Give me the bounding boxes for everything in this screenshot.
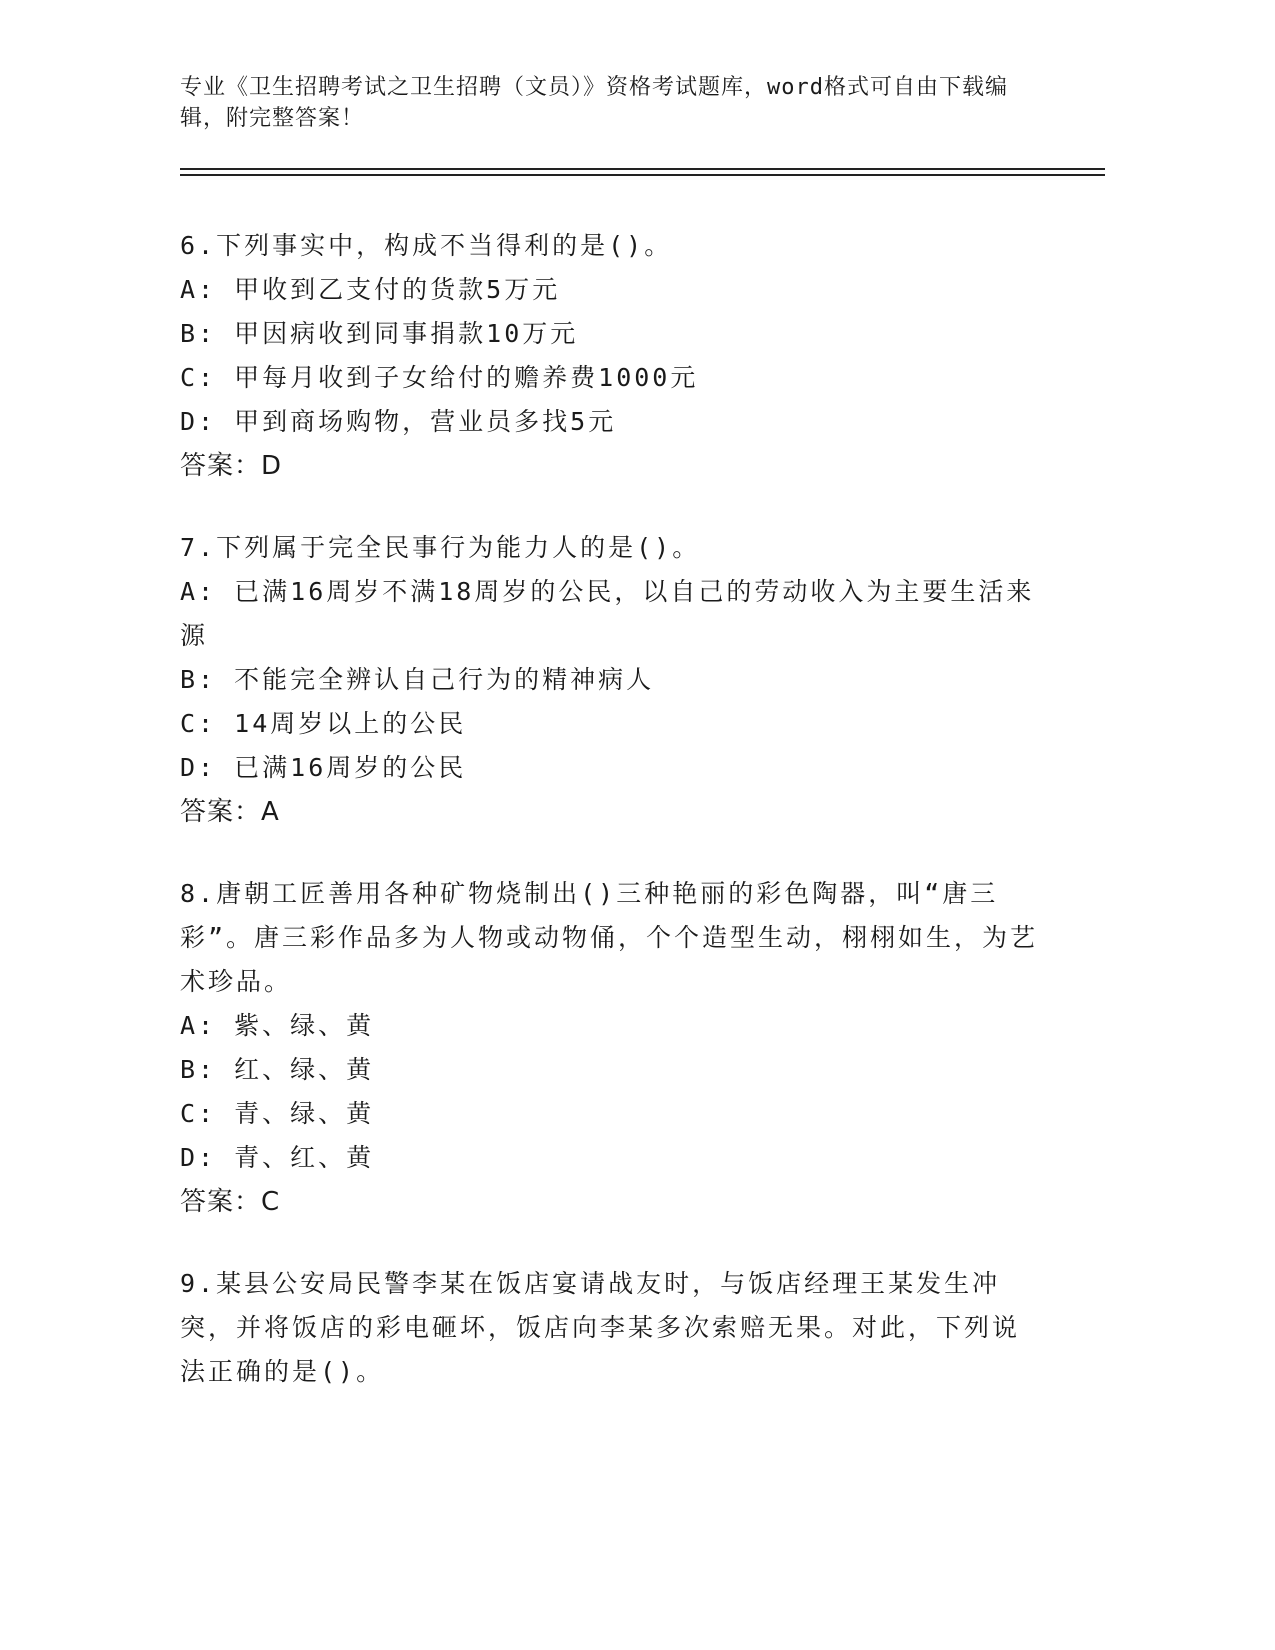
question-7 [180, 526, 1040, 834]
header-divider-bottom [180, 174, 1105, 176]
option-c: C: 14周岁以上的公民 [180, 709, 467, 738]
question-stem: 9.某县公安局民警李某在饭店宴请战友时，与饭店经理王某发生冲突，并将饭店的彩电砸坏，饭店向李某多次索赔无果。对此，下列说法正确的是()。 [180, 1269, 1021, 1386]
question-list [180, 224, 1040, 1432]
answer-label: 答案：D [180, 451, 283, 481]
option-b: B: 红、绿、黄 [180, 1055, 375, 1084]
option-c: C: 甲每月收到子女给付的赡养费1000元 [180, 363, 699, 392]
option-b: B: 甲因病收到同事捐款10万元 [180, 319, 579, 348]
answer-label: 答案：C [180, 1187, 281, 1217]
answer-label: 答案：A [180, 797, 280, 827]
document-header: 专业《卫生招聘考试之卫生招聘（文员）》资格考试题库，word格式可自由下载编辑，附完整答案！ [180, 75, 1008, 131]
option-d: D: 青、红、黄 [180, 1143, 375, 1172]
option-a: A: 紫、绿、黄 [180, 1011, 375, 1040]
option-a: A: 已满16周岁不满18周岁的公民，以自己的劳动收入为主要生活来源 [180, 577, 1035, 650]
option-b: B: 不能完全辨认自己行为的精神病人 [180, 665, 655, 694]
question-stem: 6.下列事实中，构成不当得利的是()。 [180, 231, 673, 260]
header-divider-top [180, 168, 1105, 170]
question-stem: 8.唐朝工匠善用各种矿物烧制出()三种艳丽的彩色陶器，叫“唐三彩”。唐三彩作品多为人物或动物俑，个个造型生动，栩栩如生，为艺术珍品。 [180, 879, 1039, 996]
option-a: A: 甲收到乙支付的货款5万元 [180, 275, 561, 304]
option-d: D: 甲到商场购物，营业员多找5元 [180, 407, 617, 436]
option-d: D: 已满16周岁的公民 [180, 753, 467, 782]
question-8 [180, 872, 1040, 1224]
question-stem: 7.下列属于完全民事行为能力人的是()。 [180, 533, 701, 562]
question-6 [180, 224, 1040, 488]
option-c: C: 青、绿、黄 [180, 1099, 375, 1128]
question-9 [180, 1262, 1040, 1394]
